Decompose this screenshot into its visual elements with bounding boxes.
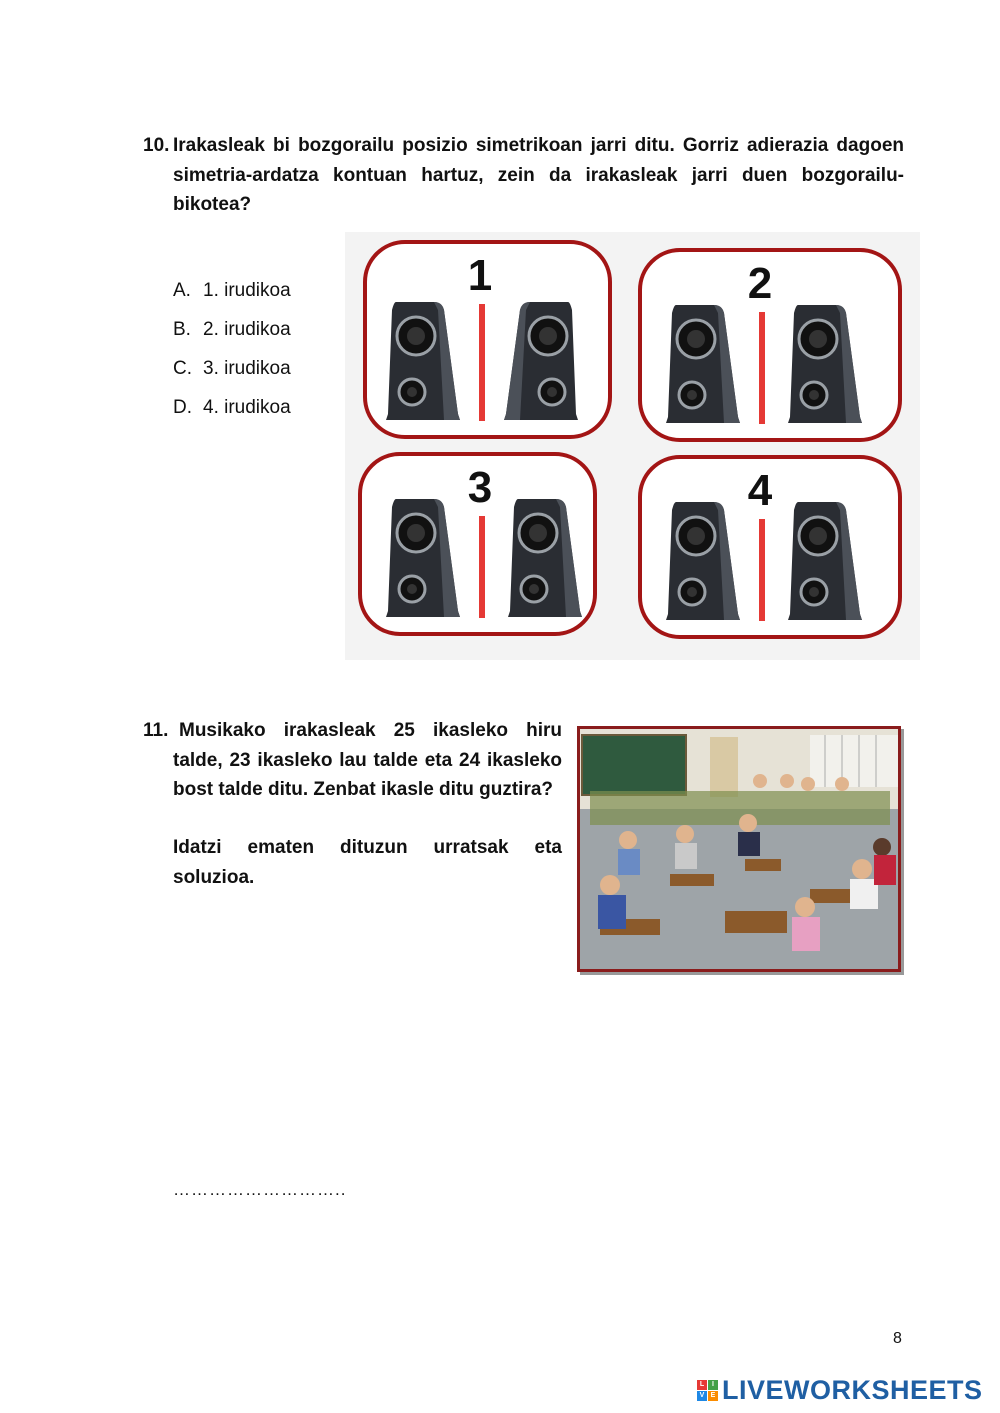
classroom-photo (577, 726, 901, 972)
question-11-number: 11. (143, 720, 169, 741)
option-a[interactable]: A. 1. irudikoa (173, 280, 291, 301)
figure-panel-4 (345, 232, 920, 660)
question-11-instruction: Idatzi ematen dituzun urratsak eta soluzioa. (173, 837, 562, 888)
question-11-text: Musikako irakasleak 25 ikasleko hiru talde, 23 ikasleko lau talde eta 24 ikasleko bost talde ditu. Zenbat ikasle ditu guztira? (173, 720, 562, 800)
figure-label: 2 (747, 259, 773, 308)
question-10-number: 10. (143, 135, 170, 156)
page-number: 8 (893, 1330, 902, 1347)
option-c[interactable]: C. 3. irudikoa (173, 358, 291, 379)
option-b[interactable]: B. 2. irudikoa (173, 319, 291, 340)
brand-icon: L I V E (697, 1380, 718, 1401)
figure-label: 1 (467, 251, 493, 300)
figure-label: 3 (467, 463, 493, 512)
question-10-options (173, 278, 291, 434)
speakers-figure (345, 232, 920, 660)
figure-label: 4 (747, 466, 773, 515)
option-d[interactable]: D. 4. irudikoa (173, 397, 291, 418)
liveworksheets-logo: L I V E LIVEWORKSHEETS (697, 1375, 983, 1406)
question-10-text: Irakasleak bi bozgorailu posizio simetrikoan jarri ditu. Gorriz adierazia dagoen simetria-ardatza kontuan hartuz, zein da irakasleak jarri duen bozgorailu-bikotea? (173, 135, 904, 215)
answer-field[interactable]: ……………………….. (173, 1180, 347, 1199)
